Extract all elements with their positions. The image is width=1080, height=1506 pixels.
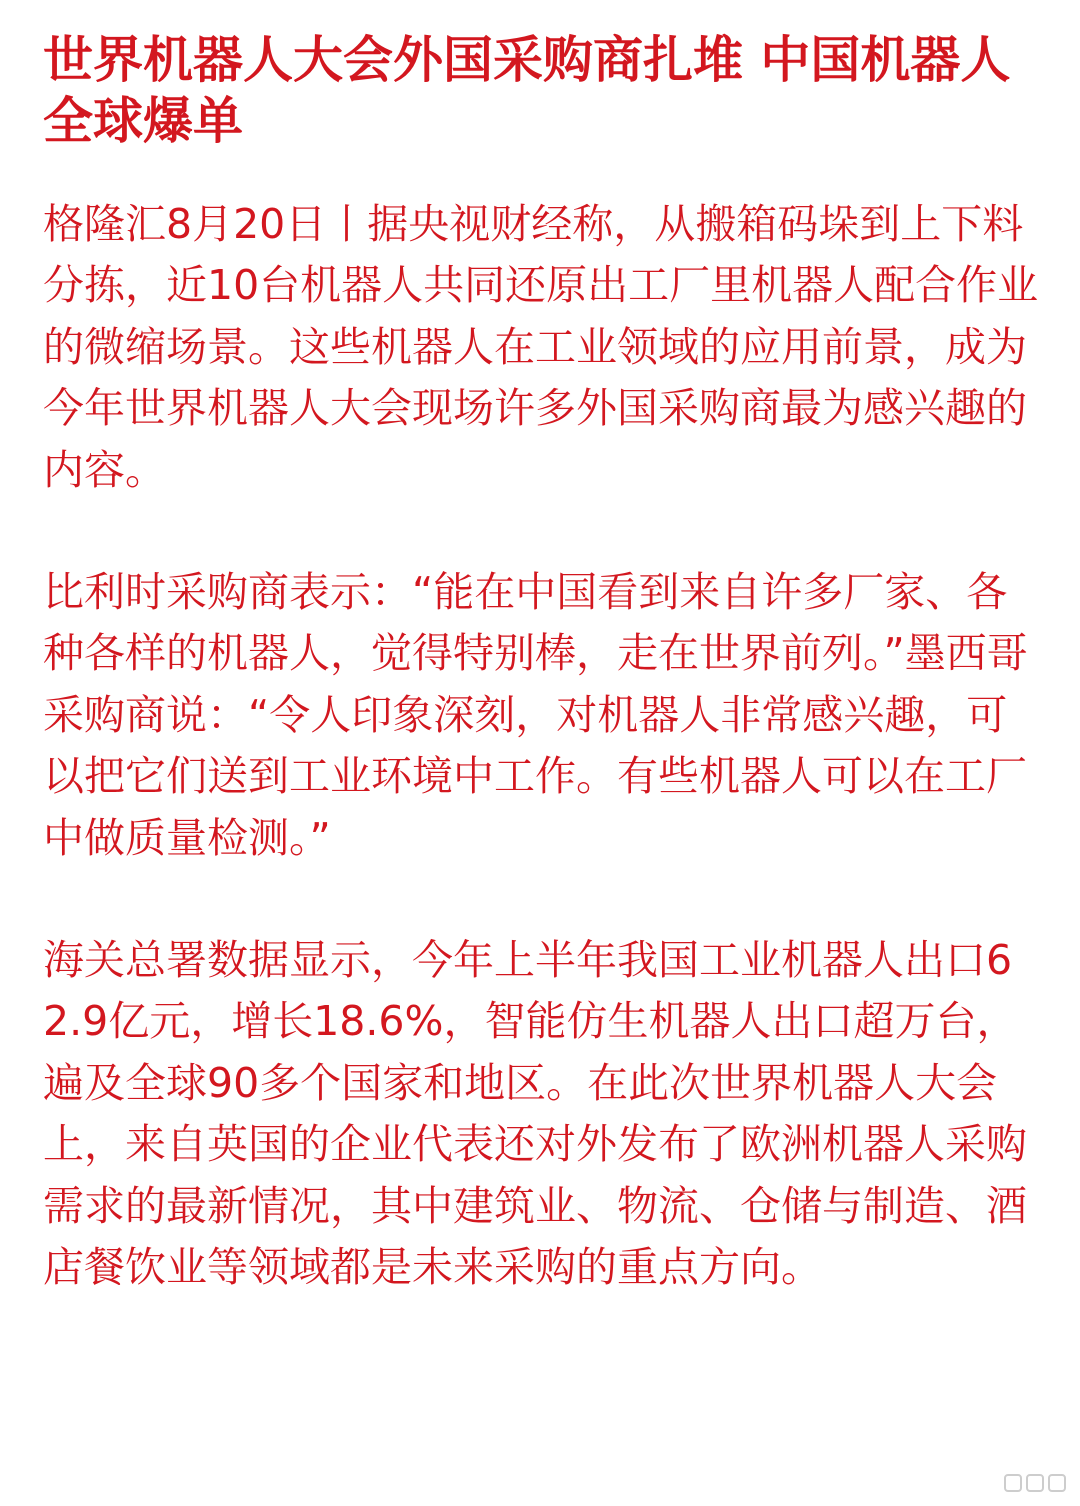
article-body <box>43 194 1040 1299</box>
article-title: 世界机器人大会外国采购商扎堆 中国机器人全球爆单 <box>43 31 1011 150</box>
watermark-mark-icon <box>1026 1474 1044 1492</box>
article-paragraph: 海关总署数据显示，今年上半年我国工业机器人出口62.9亿元，增长18.6%，智能仿生机器人出口超万台，遍及全球90多个国家和地区。在此次世界机器人大会上，来自英国的企业代表还对外发布了欧洲机器人采购需求的最新情况，其中建筑业、物流、仓储与制造、酒店餐饮业等领域都是未来采购的重点方向。 <box>43 936 1027 1292</box>
article-paragraph: 比利时采购商表示：“能在中国看到来自许多厂家、各种各样的机器人，觉得特别棒，走在世界前列。”墨西哥采购商说：“令人印象深刻，对机器人非常感兴趣，可以把它们送到工业环境中工作。有些机器人可以在工厂中做质量检测。” <box>43 568 1028 862</box>
watermark-mark-icon <box>1004 1474 1022 1492</box>
platform-watermark-icon <box>1004 1474 1066 1492</box>
article-paragraph: 格隆汇8月20日丨据央视财经称，从搬箱码垛到上下料分拣，近10台机器人共同还原出工厂里机器人配合作业的微缩场景。这些机器人在工业领域的应用前景，成为今年世界机器人大会现场许多外国采购商最为感兴趣的内容。 <box>43 200 1039 494</box>
watermark-mark-icon <box>1048 1474 1066 1492</box>
